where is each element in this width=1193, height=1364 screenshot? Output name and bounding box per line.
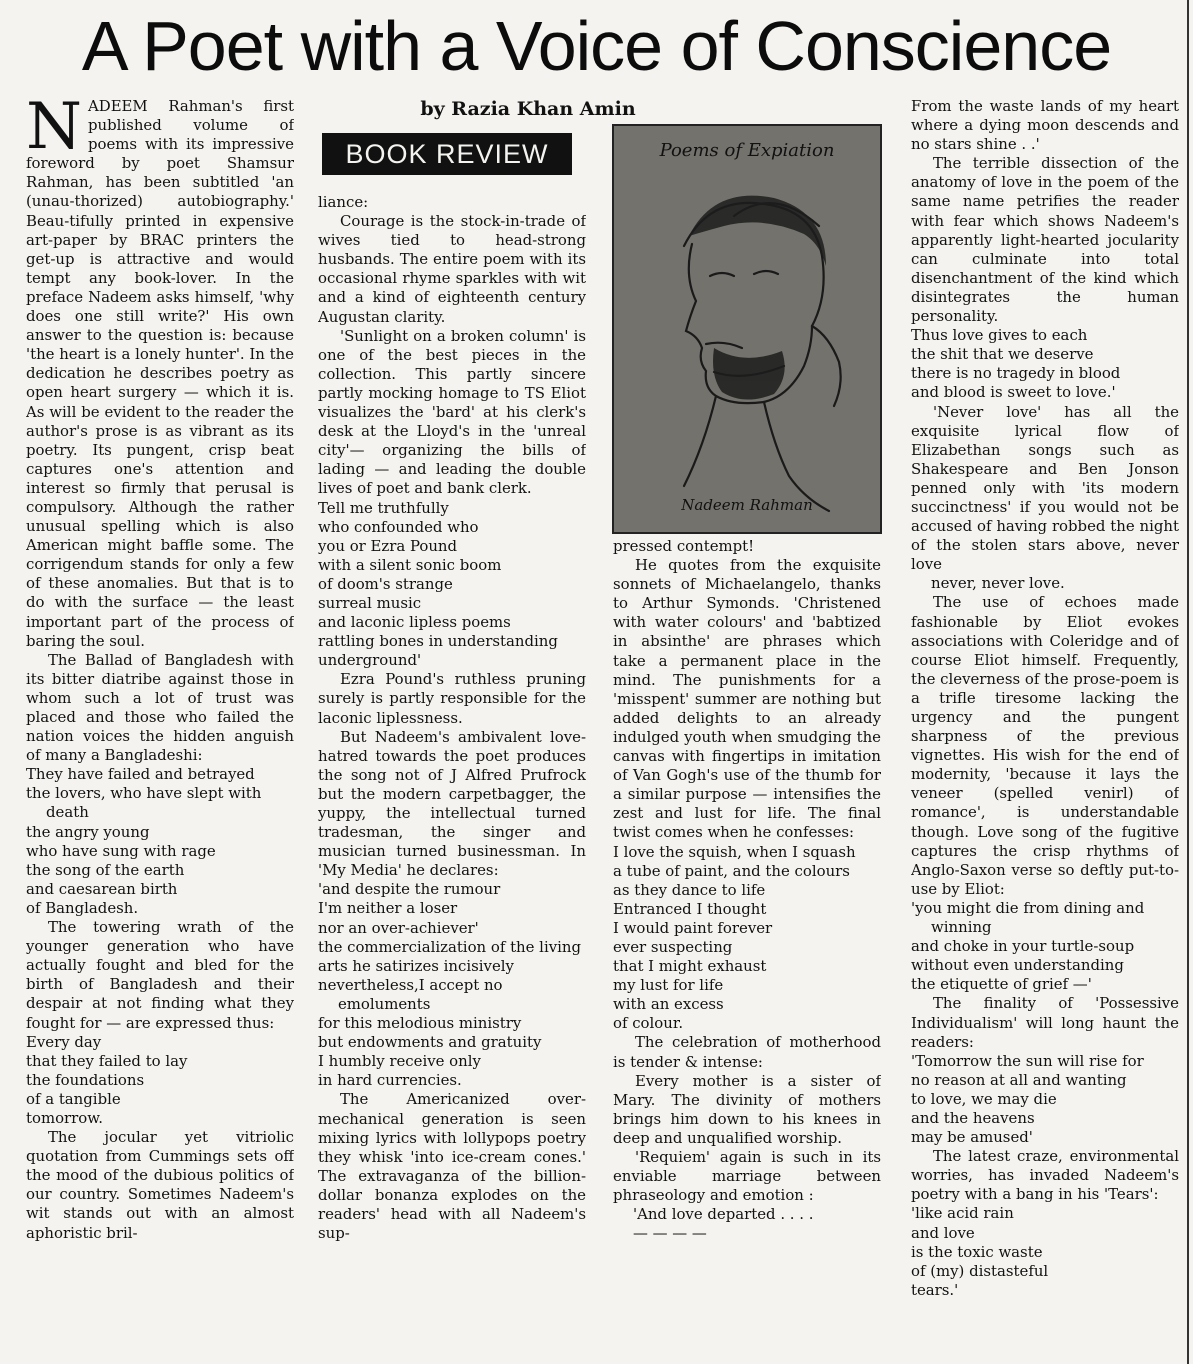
paragraph: The jocular yet vitriolic quotation from Cummings sets off the mood of the dubious politics of our country. Sometimes Nadeem's wit stands out with an almost aphoristic bril- [26,1128,294,1242]
paragraph: The finality of 'Possessive Individualism' will long haunt the readers: [911,994,1179,1051]
paragraph: pressed contempt! [613,537,755,555]
section-badge: BOOK REVIEW [322,133,572,175]
verse-block: 'like acid rain and love is the toxic waste of (my) distasteful tears.' [911,1204,1049,1299]
book-cover-image [612,124,882,534]
verse-block: never, never love. [931,574,1065,593]
paragraph: The Ballad of Bangladesh with its bitter diatribe against those in whom such a lot of trust was placed and those who failed the nation voices the hidden anguish of many a Bangladeshi: [26,650,294,765]
verse-block: 'And love departed . . . . — — — — [633,1205,814,1243]
verse-block: 'and despite the rumour I'm neither a loser nor an over-achiever' the commercialization of the living arts he satirizes incisively nevertheless,I accept no emoluments for this melodious ministry but endowments and gratuity I humbly receive only in hard currencies. [318,880,582,1090]
drop-cap: N [26,97,82,164]
paragraph: liance: [318,193,369,211]
right-edge-rule [1187,0,1189,1364]
verse-block: Thus love gives to each the shit that we deserve there is no tragedy in blood and blood is sweet to love.' [911,326,1121,402]
article-column-2 [318,193,586,1364]
paragraph: 'Requiem' again is such in its enviable marriage between phraseology and emotion : [613,1148,881,1205]
paragraph: 'Sunlight on a broken column' is one of the best pieces in the collection. This partly sincere partly mocking homage to TS Eliot visualizes the 'bard' at his clerk's desk at the Lloyd's in the 'unreal city'— organizing the bills of lading — and leading the double lives of poet and bank clerk. [318,326,586,498]
paragraph: The towering wrath of the younger generation who have actually fought and bled for the birth of Bangladesh and their despair at not finding what they fought for — are expressed thus: [26,918,294,1032]
paragraph: But Nadeem's ambivalent love-hatred towards the poet produces the song not of J Alfred Prufrock but the modern carpetbagger, the yuppy, the intellectual turned tradesman, the singer and musician turned businessman. In 'My Media' he declares: [318,727,586,880]
verse-block: 'Tomorrow the sun will rise for no reason at all and wanting to love, we may die and the heavens may be amused' [911,1051,1144,1147]
verse-block: Every day that they failed to lay the foundations of a tangible tomorrow. [26,1032,188,1127]
verse-block: Tell me truthfully who confounded who you or Ezra Pound with a silent sonic boom of doom's strange surreal music and laconic lipless poems rattling bones in understanding underground' [318,498,558,670]
book-cover-title: Poems of Expiation [659,140,835,161]
verse-block: I love the squish, when I squash a tube of paint, and the colours as they dance to life Entranced I thought I would paint forever ever suspecting that I might exhaust my lust for life with an excess of colour. [613,842,856,1033]
paragraph: 'Never love' has all the exquisite lyrical flow of Elizabethan songs such as Shakespeare and Ben Jonson penned only with 'its modern succinctness' if you would not be accused of having robbed the night of the stolen stars above, never love [911,402,1179,574]
verse-line: From the waste lands of my heart where a dying moon descends and no stars shine . .' [911,97,1179,154]
article-column-1 [26,97,294,1364]
verse-block: They have failed and betrayed the lovers, who have slept with death the angry young who have sung with rage the song of the earth and caesarean birth of Bangladesh. [26,765,262,917]
paragraph: Courage is the stock-in-trade of wives tied to head-strong husbands. The entire poem with its occasional rhyme sparkles with wit and a kind of eighteenth century Augustan clarity. [318,212,586,326]
paragraph: The latest craze, environmental worries, has invaded Nadeem's poetry with a bang in his 'Tears': [911,1147,1179,1204]
headline: A Poet with a Voice of Conscience [81,7,1112,85]
paragraph: The celebration of motherhood is tender & intense: [613,1033,881,1071]
paragraph: Ezra Pound's ruthless pruning surely is partly responsible for the laconic liplessness. [318,670,586,727]
paragraph: The use of echoes made fashionable by Eliot evokes associations with Coleridge and of course Eliot himself. Frequently, the cleverness of the prose-poem is a trifle tiresome lacking the urgency and the pungent sharpness of the previous vignettes. His wish for the end of modernity, 'because it lays the veneer (spelled venirl) of romance', is understandable though. Love song of the fugitive captures the crisp rhythms of Anglo-Saxon verse so deftly put-to-use by Eliot: [911,593,1179,898]
article-column-4 [911,97,1179,1364]
book-cover-author: Nadeem Rahman [681,496,813,514]
byline: by Razia Khan Amin [420,98,636,120]
paragraph: Every mother is a sister of Mary. The divinity of mothers brings him down to his knees in deep and unqualified worship. [613,1071,881,1147]
paragraph: The Americanized over-mechanical generation is seen mixing lyrics with lollypops poetry they whisk 'into ice-cream cones.' The extravaganza of the billion-dollar bonanza explodes on the readers' head with all Nadeem's sup- [318,1090,586,1243]
paragraph: He quotes from the exquisite sonnets of Michaelangelo, thanks to Arthur Symonds. 'Christened with water colours' and 'babtized in absinthe' are phrases which take a permanent place in the mind. The punishments for a 'misspent' summer are nothing but added delights to an already indulged youth when smudging the canvas with fingertips in imitation of Van Gogh's use of the thumb for a similar purpose — intensifies the zest and lust for life. The final twist comes when he confesses: [613,556,881,842]
opening-paragraph: NADEEM Rahman's first published volume of poems with its impressive foreword by poet Shamsur Rahman, has been subtitled 'an (unau-thorized) autobiography.' Beau-tifully printed in expensive art-paper by BRAC printers the get-up is attractive and would tempt any book-lover. In the preface Nadeem asks himself, 'why does one still write?' His own answer to the question is: because 'the heart is a lonely hunter'. In the dedication he describes poetry as open heart surgery — which it is. As will be evident to the reader the author's prose is as vibrant as its poetry. Its pungent, crisp beat captures one's attention and interest so firmly that perusal is compulsory. Although the rather unusual spelling which is also American might baffle some. The corrigendum stands for only a few of these anomalies. But that is to do with the surface — the least important part of the process of baring the soul. [26,97,294,650]
paragraph: The terrible dissection of the anatomy of love in the poem of the same name petrifies the reader with fear which shows Nadeem's apparently light-hearted jocularity can culminate into total disenchantment of the kind which disintegrates the human personality. [911,154,1179,326]
verse-block: 'you might die from dining and winning and choke in your turtle-soup without even understanding the etiquette of grief —' [911,898,1145,994]
portrait-sketch-icon [614,126,880,532]
article-column-3 [613,537,881,1364]
